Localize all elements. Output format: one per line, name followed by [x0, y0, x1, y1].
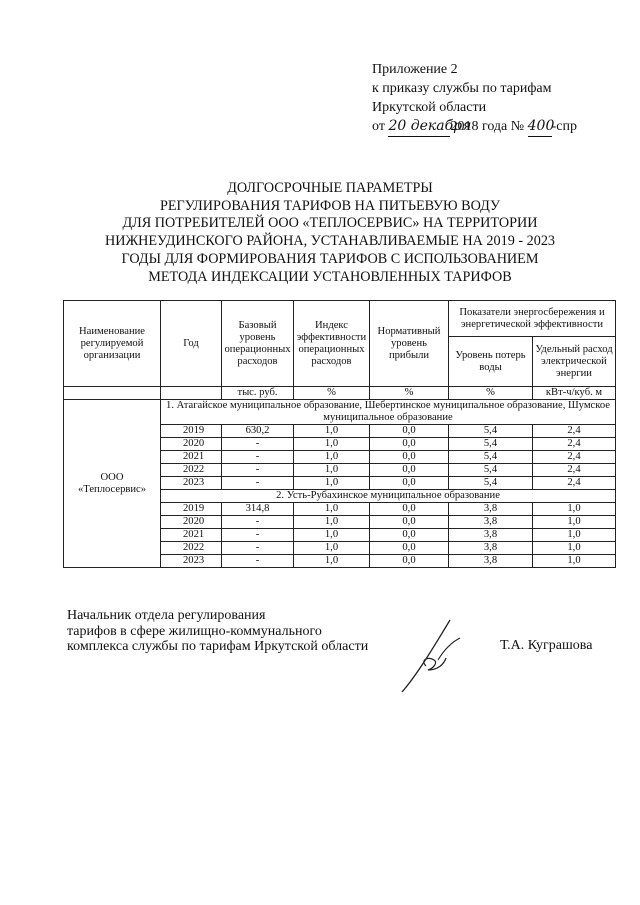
- unit-index: %: [294, 387, 370, 400]
- appendix-line-1: Приложение 2: [372, 62, 458, 77]
- cell-year: 2021: [161, 451, 222, 464]
- cell-base: 630,2: [222, 425, 294, 438]
- cell-losses: 3,8: [449, 516, 533, 529]
- document-title: [100, 180, 560, 286]
- cell-losses: 5,4: [449, 477, 533, 490]
- unit-specific: кВт-ч/куб. м: [533, 387, 616, 400]
- header-org: Наименование регулируемой организации: [64, 301, 161, 387]
- cell-losses: 5,4: [449, 425, 533, 438]
- header-losses: Уровень потерь воды: [449, 337, 533, 387]
- appendix-year-text: 2018 года №: [450, 119, 525, 134]
- unit-base: тыс. руб.: [222, 387, 294, 400]
- appendix-date-line: [372, 117, 577, 137]
- cell-index: 1,0: [294, 542, 370, 555]
- cell-year: 2022: [161, 464, 222, 477]
- cell-index: 1,0: [294, 555, 370, 568]
- cell-index: 1,0: [294, 451, 370, 464]
- cell-index: 1,0: [294, 425, 370, 438]
- header-base: Базовый уровень операционных расходов: [222, 301, 294, 387]
- cell-index: 1,0: [294, 477, 370, 490]
- cell-profit: 0,0: [370, 555, 449, 568]
- cell-profit: 0,0: [370, 464, 449, 477]
- unit-losses: %: [449, 387, 533, 400]
- cell-year: 2019: [161, 503, 222, 516]
- cell-base: -: [222, 542, 294, 555]
- cell-base: -: [222, 516, 294, 529]
- header-row-1: [64, 301, 616, 337]
- header-specific: Удельный расход электрической энергии: [533, 337, 616, 387]
- cell-profit: 0,0: [370, 542, 449, 555]
- tariff-parameters-table: [63, 300, 616, 568]
- cell-specific: 1,0: [533, 516, 616, 529]
- cell-base: -: [222, 451, 294, 464]
- cell-year: 2020: [161, 516, 222, 529]
- signatory-name: Т.А. Куграшова: [500, 638, 593, 653]
- cell-year: 2019: [161, 425, 222, 438]
- cell-year: 2023: [161, 555, 222, 568]
- cell-profit: 0,0: [370, 477, 449, 490]
- cell-specific: 1,0: [533, 529, 616, 542]
- handwritten-number: 400: [528, 117, 552, 137]
- cell-year: 2020: [161, 438, 222, 451]
- handwritten-signature: [398, 616, 468, 696]
- cell-specific: 1,0: [533, 555, 616, 568]
- title-line-2: РЕГУЛИРОВАНИЯ ТАРИФОВ НА ПИТЬЕВУЮ ВОДУ: [159, 197, 501, 214]
- cell-losses: 5,4: [449, 451, 533, 464]
- cell-specific: 2,4: [533, 477, 616, 490]
- title-line-1: ДОЛГОСРОЧНЫЕ ПАРАМЕТРЫ: [227, 180, 433, 196]
- cell-losses: 3,8: [449, 529, 533, 542]
- appendix-suffix: -спр: [551, 119, 577, 134]
- appendix-block: [372, 60, 577, 137]
- header-index: Индекс эффективности операционных расходов: [294, 301, 370, 387]
- cell-specific: 2,4: [533, 438, 616, 451]
- title-line-3: ДЛЯ ПОТРЕБИТЕЛЕЙ ООО «ТЕПЛОСЕРВИС» НА ТЕРРИТОРИИ: [122, 215, 538, 232]
- cell-specific: 1,0: [533, 542, 616, 555]
- signatory-block: [67, 608, 368, 655]
- appendix-line-2: к приказу службы по тарифам: [372, 81, 552, 96]
- signatory-line-2: тарифов в сфере жилищно-коммунального: [67, 623, 322, 639]
- handwritten-date: 20 декабря: [388, 117, 450, 137]
- title-line-6: МЕТОДА ИНДЕКСАЦИИ УСТАНОВЛЕННЫХ ТАРИФОВ: [148, 268, 512, 285]
- cell-profit: 0,0: [370, 425, 449, 438]
- org-name-cell: ООО «Теплосервис»: [64, 400, 161, 568]
- appendix-from: от: [372, 119, 385, 134]
- cell-index: 1,0: [294, 516, 370, 529]
- cell-losses: 5,4: [449, 464, 533, 477]
- cell-index: 1,0: [294, 438, 370, 451]
- cell-profit: 0,0: [370, 451, 449, 464]
- header-year: Год: [161, 301, 222, 387]
- cell-specific: 2,4: [533, 425, 616, 438]
- section-1-title-row: [64, 400, 616, 425]
- cell-losses: 3,8: [449, 542, 533, 555]
- section-1-title: 1. Атагайское муниципальное образование, Шебертинское муниципальное образование, Шумское муниципальное образование: [161, 400, 616, 425]
- cell-specific: 2,4: [533, 464, 616, 477]
- cell-profit: 0,0: [370, 438, 449, 451]
- cell-profit: 0,0: [370, 529, 449, 542]
- signatory-line-3: комплекса службы по тарифам Иркутской области: [67, 639, 369, 654]
- cell-year: 2023: [161, 477, 222, 490]
- header-profit: Нормативный уровень прибыли: [370, 301, 449, 387]
- unit-profit: %: [370, 387, 449, 400]
- title-line-4: НИЖНЕУДИНСКОГО РАЙОНА, УСТАНАВЛИВАЕМЫЕ НА 2019 - 2023: [104, 233, 556, 250]
- cell-index: 1,0: [294, 529, 370, 542]
- title-line-5: ГОДЫ ДЛЯ ФОРМИРОВАНИЯ ТАРИФОВ С ИСПОЛЬЗОВАНИЕМ: [121, 250, 539, 267]
- cell-year: 2022: [161, 542, 222, 555]
- cell-specific: 1,0: [533, 503, 616, 516]
- cell-losses: 5,4: [449, 438, 533, 451]
- units-row: [64, 387, 616, 400]
- cell-base: -: [222, 464, 294, 477]
- cell-year: 2021: [161, 529, 222, 542]
- cell-losses: 3,8: [449, 555, 533, 568]
- cell-specific: 2,4: [533, 451, 616, 464]
- cell-base: 314,8: [222, 503, 294, 516]
- cell-base: -: [222, 529, 294, 542]
- cell-index: 1,0: [294, 464, 370, 477]
- cell-base: -: [222, 555, 294, 568]
- cell-index: 1,0: [294, 503, 370, 516]
- signatory-line-1: Начальник отдела регулирования: [67, 608, 266, 623]
- cell-base: -: [222, 438, 294, 451]
- header-energy-group: Показатели энергосбережения и энергетической эффективности: [449, 301, 616, 337]
- appendix-line-3: Иркутской области: [372, 100, 487, 115]
- cell-losses: 3,8: [449, 503, 533, 516]
- section-2-title: 2. Усть-Рубахинское муниципальное образование: [161, 490, 616, 503]
- cell-profit: 0,0: [370, 503, 449, 516]
- cell-base: -: [222, 477, 294, 490]
- cell-profit: 0,0: [370, 516, 449, 529]
